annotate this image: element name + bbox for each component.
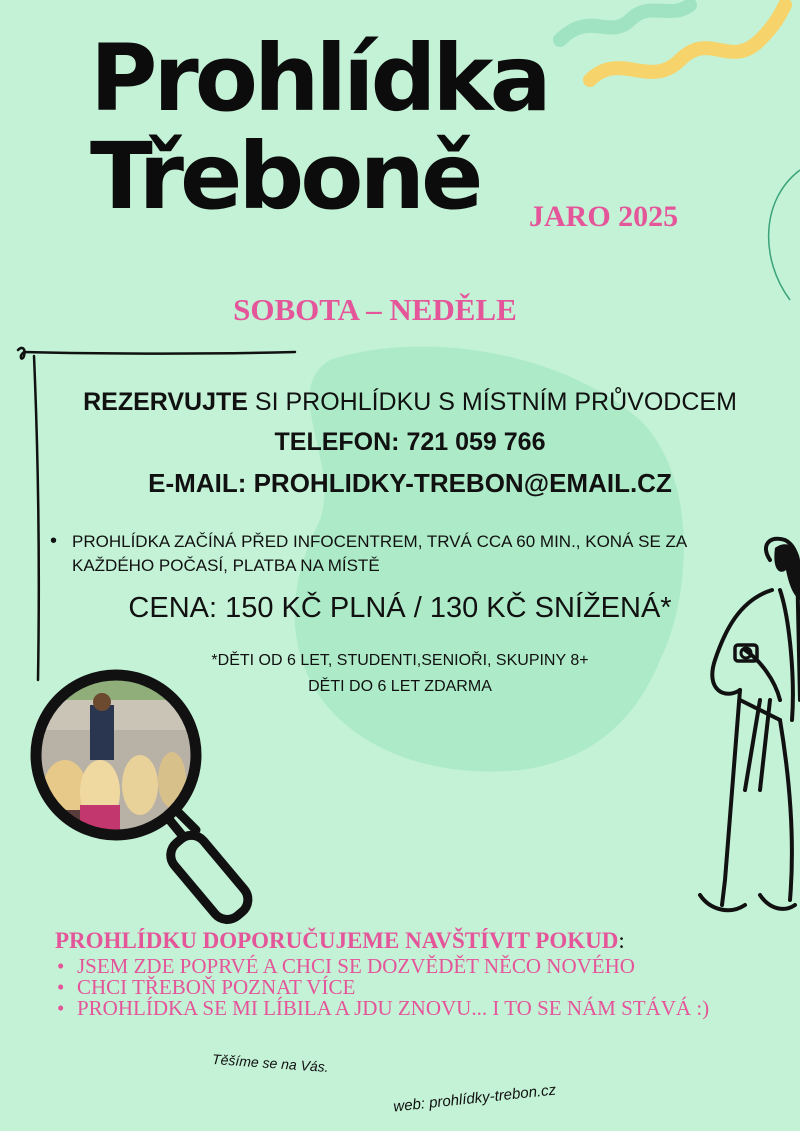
recommend-section <box>55 928 735 1019</box>
recommend-title-text: PROHLÍDKU DOPORUČUJEME NAVŠTÍVIT POKUD <box>55 928 619 953</box>
greeting: Těšíme se na Vás. <box>211 1050 330 1076</box>
title-line-1: Prohlídka <box>90 25 548 132</box>
info-bullet: • PROHLÍDKA ZAČÍNÁ PŘED INFOCENTREM, TRVÁ CCA 60 MIN., KONÁ SE ZA KAŽDÉHO POČASÍ, PLATBA NA MÍSTĚ <box>50 530 750 578</box>
note-line-2: DĚTI DO 6 LET ZDARMA <box>308 678 492 695</box>
days-label: SOBOTA – NEDĚLE <box>233 292 517 327</box>
recommend-colon: : <box>618 928 625 953</box>
season-label: JARO 2025 <box>529 200 679 233</box>
title-line-2: Třeboně <box>90 123 480 230</box>
reserve-bold: REZERVUJTE <box>83 388 248 416</box>
recommend-list <box>55 956 735 1019</box>
reserve-rest: SI PROHLÍDKU S MÍSTNÍM PRŮVODCEM <box>247 388 737 416</box>
phone-line[interactable]: TELEFON: 721 059 766 <box>274 428 546 456</box>
recommend-title <box>55 928 735 954</box>
email-line[interactable]: E-MAIL: PROHLIDKY-TREBON@EMAIL.CZ <box>148 468 672 498</box>
note-line-1: *DĚTI OD 6 LET, STUDENTI,SENIOŘI, SKUPINY 8+ <box>211 652 589 669</box>
website-link[interactable]: web: prohlídky-trebon.cz <box>392 1081 557 1116</box>
recommend-item: • PROHLÍDKA SE MI LÍBILA A JDU ZNOVU... I TO SE NÁM STÁVÁ :) <box>55 998 735 1019</box>
price-line: CENA: 150 KČ PLNÁ / 130 KČ SNÍŽENÁ* <box>128 592 672 624</box>
recommend-item: • JSEM ZDE POPRVÉ A CHCI SE DOZVĚDĚT NĚCO NOVÉHO <box>55 956 735 977</box>
recommend-item: • CHCI TŘEBOŇ POZNAT VÍCE <box>55 977 735 998</box>
